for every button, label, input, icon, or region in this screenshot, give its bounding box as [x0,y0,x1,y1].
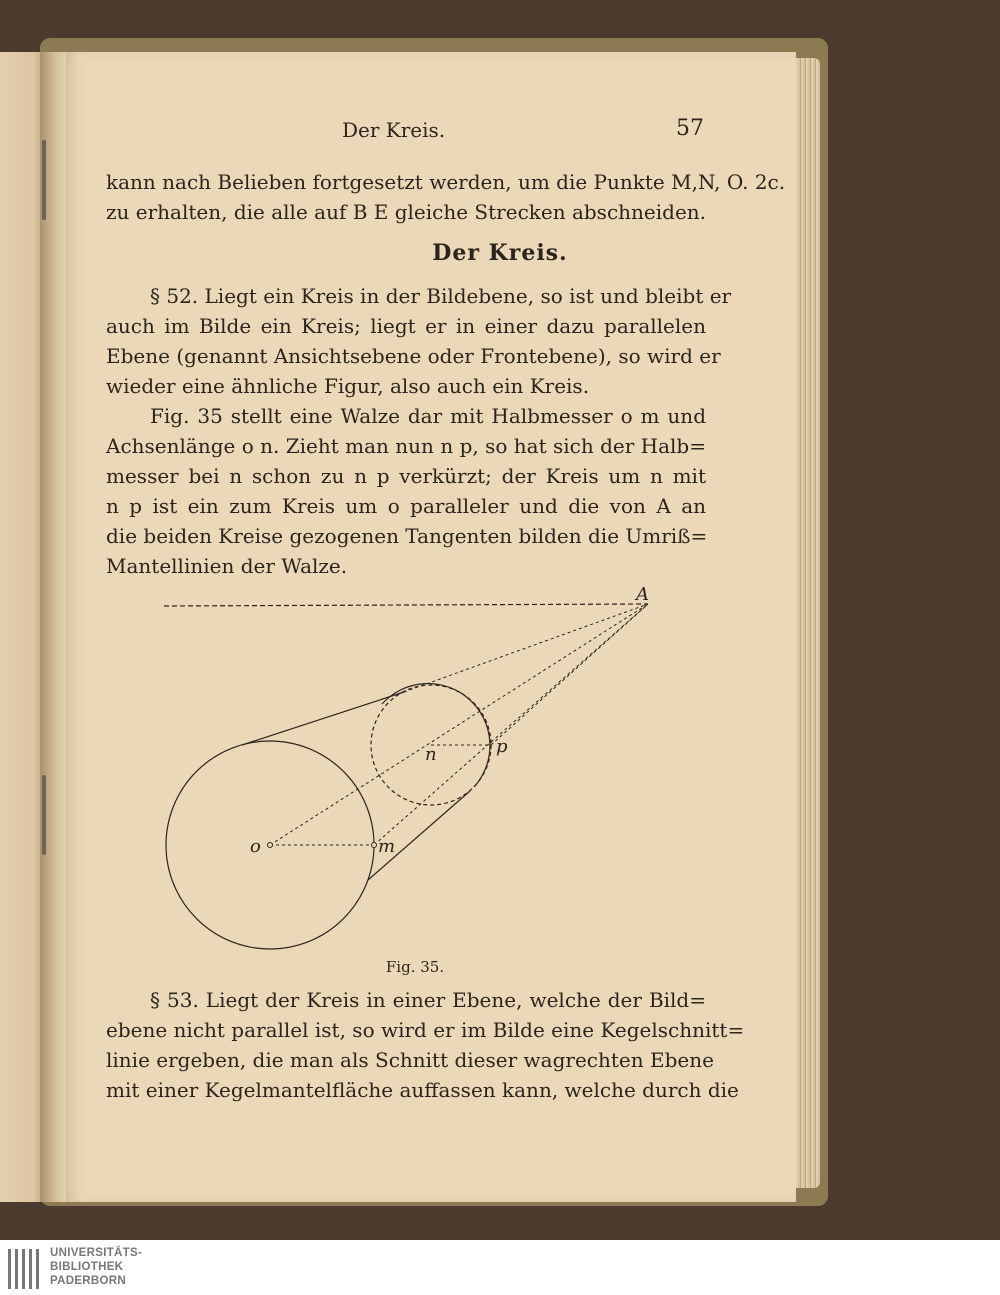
label-A: A [636,584,649,605]
point-o [268,843,273,848]
page-number: 57 [676,116,704,141]
text-line: Mantellinien der Walze. [106,554,348,578]
text-line: mit einer Kegelmantelfläche auffassen kann, welche durch die [106,1078,739,1102]
tangent-upper [242,692,404,745]
text-line: ebene nicht parallel ist, so wird er im Bilde eine Kegelschnitt= [106,1018,745,1042]
text-line: § 53. Liegt der Kreis in einer Ebene, welche der Bild= [150,988,706,1012]
figure-caption: Fig. 35. [385,958,445,976]
text-line: wieder eine ähnliche Figur, also auch ein Kreis. [106,374,590,398]
p-to-A-line [491,604,648,745]
text-line: auch im Bilde ein Kreis; liegt er in einer dazu parallelen [106,314,706,338]
horizon-line [164,604,648,606]
text-line: n p ist ein zum Kreis um o paralleler und die von A an [106,494,706,518]
upper-to-A-line [404,604,648,692]
logo-line-2: BIBLIOTHEK [50,1261,124,1273]
text-line: § 52. Liegt ein Kreis in der Bildebene, so ist und bleibt er [150,284,732,308]
m-to-A-line [374,604,648,845]
library-logo-icon [8,1247,44,1291]
text-line: die beiden Kreise gezogenen Tangenten bilden die Umriß= [106,524,708,548]
label-o: o [250,836,261,857]
text-line: Fig. 35 stellt eine Walze dar mit Halbmesser o m und [150,404,706,428]
footer-bar [0,1240,1000,1295]
text-line: messer bei n schon zu n p verkürzt; der Kreis um n mit [106,464,706,488]
label-p: p [496,736,508,757]
logo-line-3: PADERBORN [50,1275,126,1287]
label-m: m [378,836,396,857]
text-line: Achsenlänge o n. Zieht man nun n p, so hat sich der Halb= [106,434,706,458]
section-heading: Der Kreis. [432,240,568,266]
text-line: Ebene (genannt Ansichtsebene oder Frontebene), so wird er [106,344,721,368]
point-m [372,843,377,848]
label-n: n [425,744,437,765]
logo-line-1: UNIVERSITÄTS- [50,1247,143,1259]
text-line: kann nach Belieben fortgesetzt werden, um die Punkte M,N, O. 2c. [106,170,786,194]
text-line: linie ergeben, die man als Schnitt dieser wagrechten Ebene [106,1048,714,1072]
running-head: Der Kreis. [342,118,446,142]
rear-circle-visible-arc [382,684,490,787]
text-line: zu erhalten, die alle auf B E gleiche Strecken abschneiden. [106,200,707,224]
axis-line [270,604,648,845]
